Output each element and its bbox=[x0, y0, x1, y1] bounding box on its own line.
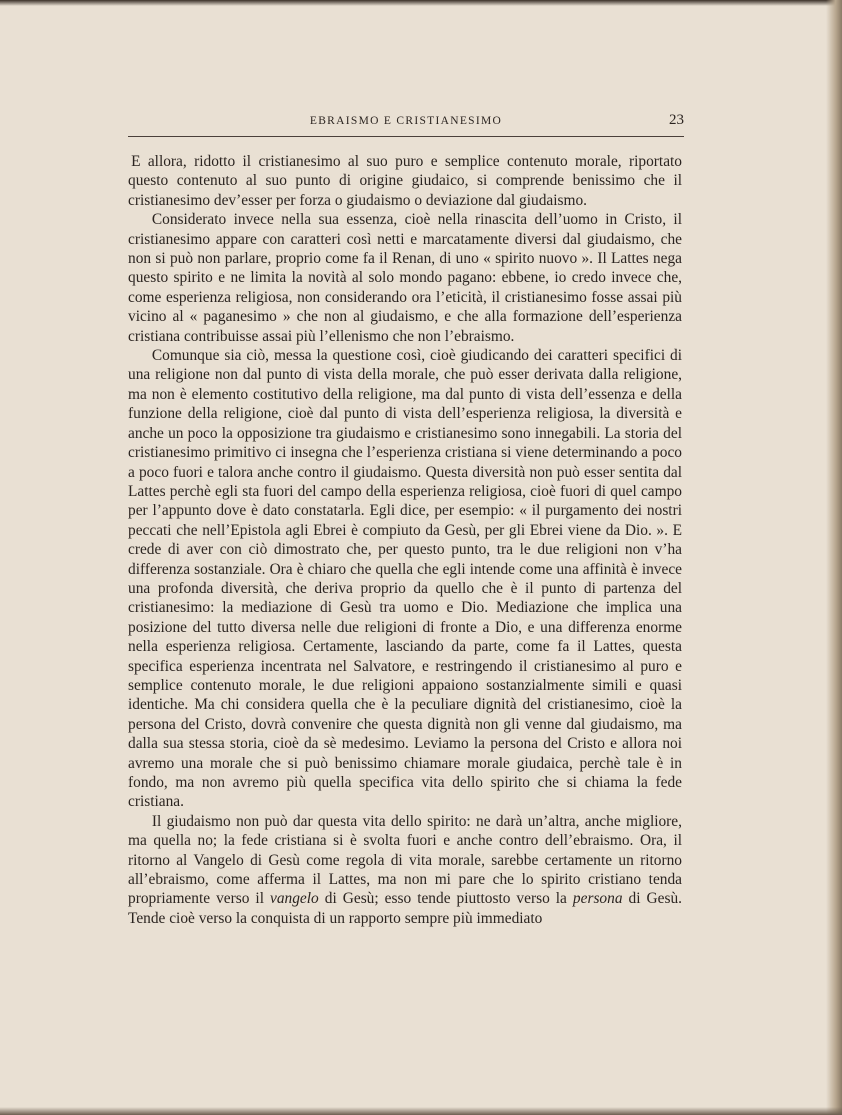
page-top-edge bbox=[0, 0, 842, 6]
emphasis-vangelo: vangelo bbox=[270, 890, 319, 908]
paragraph-4 bbox=[128, 812, 682, 928]
page-bottom-edge bbox=[0, 1107, 842, 1115]
header-rule bbox=[128, 136, 684, 137]
page-number: 23 bbox=[669, 112, 684, 128]
running-header bbox=[128, 112, 684, 134]
paragraph-3: Comunque sia ciò, messa la questione così, cioè giudicando dei caratteri specifici di una religione non dal punto di vista della morale, che può esser derivata dalla religione, ma non è elemento costitutivo della religione, ma dal punto di vista dell’essenza e della funzione della religione, cioè dal punto di vista dell’esperienza religiosa, la diversità e anche un poco la opposizione tra giudaismo e cristianesimo sono innegabili. La storia del cristianesimo primitivo ci insegna che l’esperienza cristiana si viene determinando a poco a poco fuori e talora anche contro il giudaismo. Questa diversità non può esser sentita dal Lattes perchè egli sta fuori del campo della esperienza religiosa, cioè fuori di quel campo per l’appunto dove è dato constatarla. Egli dice, per esempio: « il purgamento dei nostri peccati che nell’Epistola agli Ebrei è compiuto da Gesù, per gli Ebrei viene da Dio. ». E crede di aver con ciò dimostrato che, per questo punto, tra le due religioni non v’ha differenza sostanziale. Ora è chiaro che quella che egli intende come una affinità è invece una profonda diversità, che deriva proprio da quello che è il punto di partenza del cristianesimo: la mediazione di Gesù tra uomo e Dio. Mediazione che implica una posizione del tutto diversa nelle due religioni di fronte a Dio, e una differenza enorme nella esperienza religiosa. Certamente, lasciando da parte, come fa il Lattes, questa specifica esperienza incentrata nel Salvatore, e restringendo il cristianesimo al puro e semplice contenuto morale, le due religioni appaiono sostanzialmente simili e quasi identiche. Ma chi considera quella che è la peculiare dignità del cristianesimo, cioè la persona del Cristo, dovrà convenire che questa dignità non gli venne dal giudaismo, ma dalla sua stessa storia, cioè da sè medesimo. Leviamo la persona del Cristo e allora noi avremo una morale che si può benissimo chiamare morale giudaica, perchè tale è in fondo, ma non avremo più quella specifica vita dello spirito che si chiama la fede cristiana. bbox=[128, 347, 682, 811]
paragraph-2: Considerato invece nella sua essenza, cioè nella rinascita dell’uomo in Cristo, il cristianesimo appare con caratteri così netti e marcatamente diversi dal giudaismo, che non si può non parlare, proprio come fa il Renan, di uno « spirito nuovo ». Il Lattes nega questo spirito e ne limita la novità al solo mondo pagano: ebbene, io credo invece che, come esperienza religiosa, non considerando ora l’eticità, il cristianesimo fosse assai più vicino al « paganesimo » che non al giudaismo, e che alla formazione dell’esperienza cristiana contribuisse assai più l’ellenismo che non l’ebraismo. bbox=[128, 211, 682, 345]
body-text bbox=[128, 152, 682, 928]
running-title: EBRAISMO E CRISTIANESIMO bbox=[309, 115, 503, 127]
paragraph-4-text-b: di Gesù; esso tende piuttosto verso la bbox=[318, 890, 573, 908]
emphasis-persona: persona bbox=[572, 890, 623, 908]
paragraph-4-text-a: Il giudaismo non può dar questa vita dello spirito: ne darà un’altra, anche migliore, ma quella no; la fede cristiana si è svolta fuori e anche contro dell’ebraismo. Ora, il ritorno al Vangelo di Gesù come regola di vita morale, sarebbe certamente un ritorno all’ebraismo, come afferma il Lattes, ma non mi pare che lo spirito cristiano tenda propriamente verso il bbox=[128, 812, 682, 908]
paragraph-1: E allora, ridotto il cristianesimo al suo puro e semplice contenuto morale, riportato questo contenuto al suo punto di origine giudaico, si comprende benissimo che il cristianesimo dev’esser per forza o giudaismo o deviazione dal giudaismo. bbox=[128, 153, 682, 209]
page-right-edge bbox=[826, 0, 842, 1115]
paragraph-4-text-c: di Gesù. Tende cioè verso la conquista di un rapporto sempre più immediato bbox=[128, 890, 683, 927]
